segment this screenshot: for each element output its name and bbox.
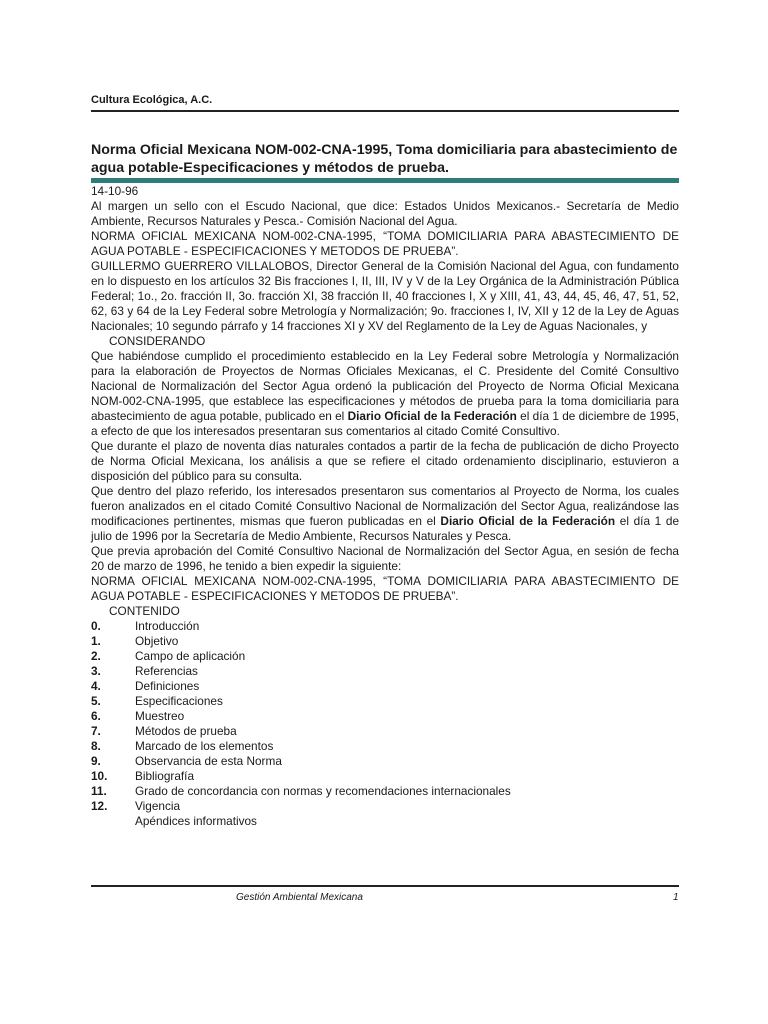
toc-item: 0. Introducción [91, 619, 200, 633]
header-rule [91, 110, 679, 112]
toc-item: 10. Bibliografía [91, 769, 195, 783]
paragraph-considering-1 [91, 349, 679, 439]
page-number: 1 [673, 892, 679, 903]
contenido-heading: CONTENIDO [109, 604, 180, 618]
toc-item: 9. Observancia de esta Norma [91, 754, 282, 768]
toc-item: 11. Grado de concordancia con normas y recomendaciones internacionales [91, 784, 511, 798]
p6-text-b: el día 1 de julio de 1996 por la Secretaría de Medio Ambiente, Recursos Naturales y Pesca. [91, 514, 680, 543]
paragraph-seal: Al margen un sello con el Escudo Nacional, que dice: Estados Unidos Mexicanos.- Secretaría de Medio Ambiente, Recursos Naturales y Pesca.- Comisión Nacional del Agua. [91, 199, 679, 228]
paragraph-director: GUILLERMO GUERRERO VILLALOBOS, Director General de la Comisión Nacional del Agua, con fundamento en lo dispuesto en los artículos 32 Bis fracciones I, II, III, IV y V de la Ley Orgánica de la Administración Pública Federal; 1o., 2o. fracción II, 3o. fracción XI, 38 fracción II, 40 fracciones I, X y XIII, 41, 43, 44, 45, 46, 47, 51, 52, 62, 63 y 64 de la Ley Federal sobre Metrología y Normalización; 9o. fracciones I, IV, XII y 12 de la Ley de Aguas Nacionales; 10 segundo párrafo y 14 fracciones XI y XV del Reglamento de la Ley de Aguas Nacionales, y [91, 259, 679, 333]
toc-item: 8. Marcado de los elementos [91, 739, 274, 753]
title-rule [91, 178, 679, 183]
paragraph-norm-heading: NORMA OFICIAL MEXICANA NOM-002-CNA-1995, “TOMA DOMICILIARIA PARA ABASTECIMIENTO DE AGUA POTABLE - ESPECIFICACIONES Y METODOS DE PRUEBA”. [91, 229, 679, 258]
toc-item: Apéndices informativos [135, 814, 257, 828]
dof-reference: Diario Oficial de la Federación [347, 409, 517, 423]
p4-text-a: Que habiéndose cumplido el procedimiento establecido en la Ley Federal sobre Metrología y Normalización para la elaboración de Proyectos de Normas Oficiales Mexicanas, el C. Presidente del Comité Consultivo Nacional de Normalización del Sector Agua ordenó la publicación del Proyecto de Norma Oficial Mexicana NOM-002-CNA-1995, que establece las especificaciones y métodos de prueba para la toma domiciliaria para abastecimiento de agua potable, publicado en el [91, 349, 679, 423]
toc-item: 6. Muestreo [91, 709, 185, 723]
toc-item: 5. Especificaciones [91, 694, 223, 708]
paragraph-considering-4: Que previa aprobación del Comité Consultivo Nacional de Normalización del Sector Agua, en sesión de fecha 20 de marzo de 1996, he tenido a bien expedir la siguiente: [91, 544, 679, 573]
table-of-contents [91, 619, 679, 829]
footer-text: Gestión Ambiental Mexicana [236, 892, 363, 903]
toc-item: 2. Campo de aplicación [91, 649, 246, 663]
toc-item: 12. Vigencia [91, 799, 181, 813]
toc-item: 1. Objetivo [91, 634, 179, 648]
p4-text-b: el día 1 de diciembre de 1995, a efecto de que los interesados presentaran sus comentarios al citado Comité Consultivo. [91, 409, 679, 438]
p6-text-a: Que dentro del plazo referido, los interesados presentaron sus comentarios al Proyecto de Norma, los cuales fueron analizados en el citado Comité Consultivo Nacional de Normalización del Sector Agua, realizándose las modificaciones pertinentes, mismas que fueron publicadas en el [91, 484, 679, 528]
document-body [91, 184, 679, 829]
paragraph-norm-heading-2: NORMA OFICIAL MEXICANA NOM-002-CNA-1995, “TOMA DOMICILIARIA PARA ABASTECIMIENTO DE AGUA POTABLE - ESPECIFICACIONES Y METODOS DE PRUEBA”. [91, 574, 679, 603]
paragraph-considering-3 [91, 484, 679, 544]
toc-item: 4. Definiciones [91, 679, 200, 693]
footer-rule [91, 885, 679, 887]
organization-name: Cultura Ecológica, A.C. [91, 94, 213, 106]
date: 14-10-96 [91, 184, 139, 198]
considerando-heading: CONSIDERANDO [109, 334, 206, 348]
toc-item: 7. Métodos de prueba [91, 724, 237, 738]
dof-reference-2: Diario Oficial de la Federación [440, 514, 616, 528]
toc-item: 3. Referencias [91, 664, 198, 678]
paragraph-considering-2: Que durante el plazo de noventa días naturales contados a partir de la fecha de publicación de dicho Proyecto de Norma Oficial Mexicana, los análisis a que se refiere el citado ordenamiento disciplinario, estuvieron a disposición del público para su consulta. [91, 439, 679, 483]
document-title: Norma Oficial Mexicana NOM-002-CNA-1995, Toma domiciliaria para abastecimiento de agua potable-Especificaciones y métodos de prueba. [91, 142, 678, 176]
